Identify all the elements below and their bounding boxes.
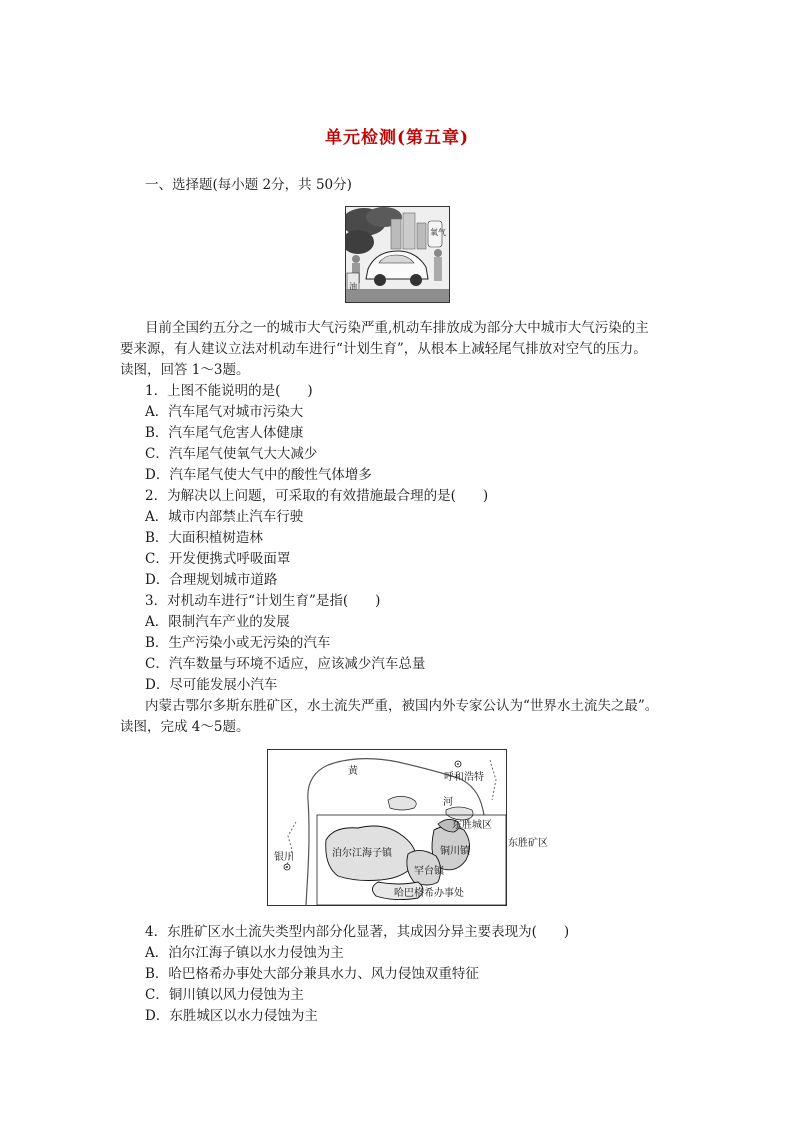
oil-label: 油 xyxy=(349,282,357,291)
oxygen-label: 氧气 xyxy=(430,228,446,237)
q3-option-d: D．尽可能发展小汽车 xyxy=(145,677,278,693)
map-label-tongchuan: 铜川镇 xyxy=(440,846,470,857)
intro2-line2: 读图，完成 4～5题。 xyxy=(120,719,250,735)
q1-option-c: C．汽车尾气使氧气大大减少 xyxy=(145,446,318,462)
dongsheng-map-figure xyxy=(267,749,548,906)
q3-option-c: C．汽车数量与环境不适应，应该减少汽车总量 xyxy=(145,656,426,672)
q4-option-b: B．哈巴格希办事处大部分兼具水力、风力侵蚀双重特征 xyxy=(145,966,479,982)
q1-option-a: A．汽车尾气对城市污染大 xyxy=(145,404,304,420)
map-label-bo-er-jiang: 泊尔江海子镇 xyxy=(332,848,392,859)
intro1-line2: 要来源，有人建议立法对机动车进行“计划生育”，从根本上减轻尾气排放对空气的压力。 xyxy=(120,341,647,357)
q2-stem: 2．为解决以上问题，可采取的有效措施最合理的是( ) xyxy=(145,488,489,504)
map-label-dongsheng-mine: 东胜矿区 xyxy=(508,838,548,849)
q4-option-c: C．铜川镇以风力侵蚀为主 xyxy=(145,987,304,1003)
intro1-line3: 读图，回答 1～3题。 xyxy=(120,362,250,378)
q2-option-a: A．城市内部禁止汽车行驶 xyxy=(145,509,304,525)
map-label-he: 河 xyxy=(443,797,453,808)
q2-option-d: D．合理规划城市道路 xyxy=(145,572,278,588)
page-title: 单元检测(第五章) xyxy=(324,128,470,148)
dongsheng-map xyxy=(268,750,548,905)
q3-option-b: B．生产污染小或无污染的汽车 xyxy=(145,635,331,651)
q2-option-c: C．开发便携式呼吸面罩 xyxy=(145,551,291,567)
q4-option-d: D．东胜城区以水力侵蚀为主 xyxy=(145,1008,318,1024)
pollution-cartoon-figure xyxy=(345,206,450,303)
section-heading: 一、选择题(每小题 2分，共 50分) xyxy=(145,177,352,193)
q1-stem: 1．上图不能说明的是( ) xyxy=(145,383,313,399)
q4-option-a: A．泊尔江海子镇以水力侵蚀为主 xyxy=(145,945,344,961)
intro1-line1: 目前全国约五分之一的城市大气污染严重,机动车排放成为部分大中城市大气污染的主 xyxy=(145,320,649,336)
q4-stem: 4．东胜矿区水土流失类型内部分化显著，其成因分异主要表现为( ) xyxy=(145,924,570,940)
q1-option-d: D．汽车尾气使大气中的酸性气体增多 xyxy=(145,467,372,483)
pollution-cartoon-illustration xyxy=(346,207,449,302)
intro2-line1: 内蒙古鄂尔多斯东胜矿区，水土流失严重，被国内外专家公认为“世界水土流失之最”。 xyxy=(145,698,659,714)
q3-option-a: A．限制汽车产业的发展 xyxy=(145,614,290,630)
q1-option-b: B．汽车尾气危害人体健康 xyxy=(145,425,304,441)
map-label-dongsheng-district: 东胜城区 xyxy=(452,820,492,831)
map-label-habageexi: 哈巴格希办事处 xyxy=(394,888,464,899)
map-label-hohhot: 呼和浩特 xyxy=(444,772,484,783)
q3-stem: 3．对机动车进行“计划生育”是指( ) xyxy=(145,593,381,609)
map-label-hantai: 罕台镇 xyxy=(414,866,444,877)
q2-option-b: B．大面积植树造林 xyxy=(145,530,263,546)
map-label-yinchuan: 银川 xyxy=(274,852,294,863)
map-label-huang: 黄 xyxy=(348,766,358,777)
